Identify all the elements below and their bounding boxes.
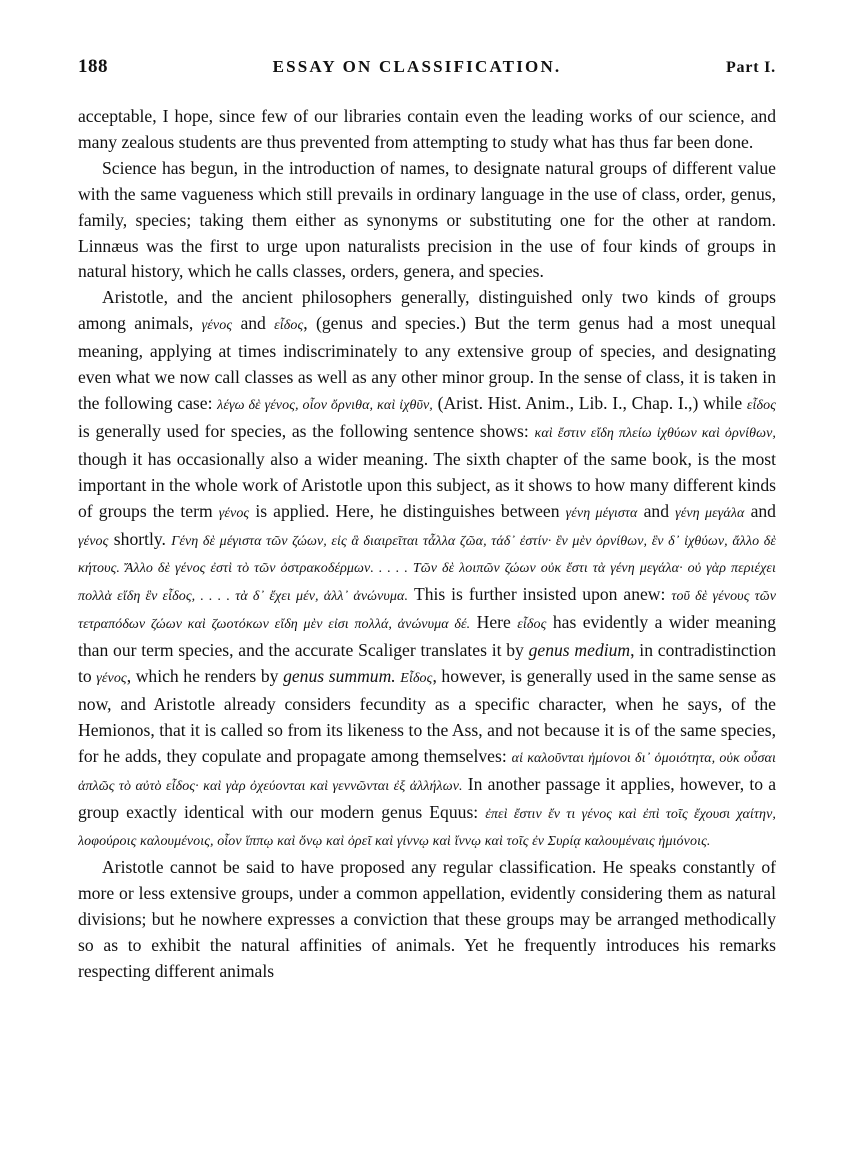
paragraph-p3 [78, 285, 776, 855]
text-run: This is further insisted upon anew: [408, 584, 672, 605]
paragraph-p4 [78, 855, 776, 985]
greek-quotation: Εἶδος [400, 671, 433, 687]
text-run: , in contradistinction to [78, 640, 776, 687]
text-run: acceptable, I hope, since few of our libraries contain even the leading works of our science, and many zealous students are thus prevented from attempting to study what has thus far been done. [78, 106, 776, 152]
text-run: is generally used for species, as the following sentence shows: [78, 420, 535, 441]
text-run: though it has occasionally also a wider meaning. The sixth chapter of the same book, is the most important in the whole work of Aristotle upon this subject, as it shows to how many different kinds of groups the term [78, 448, 776, 521]
greek-quotation: εἶδος [746, 397, 776, 413]
text-run: and [232, 313, 275, 334]
greek-quotation: ἐπεὶ ἔστιν ἔν τι γένος καὶ ἐπὶ τοῖς ἔχουσι χαίτην, λοφούροις καλουμένοις, οἷον ἵππῳ καὶ ὄνῳ καὶ ὀρεῖ καὶ γίννῳ καὶ ἴννῳ καὶ τοῖς ἐν Συρίᾳ καλουμέναις ἡμιόνοις. [78, 806, 776, 850]
text-run: Aristotle cannot be said to have proposed any regular classification. He speaks constantly of more or less extensive groups, under a common appellation, evidently considering them as natural divisions; but he nowhere expresses a conviction that these groups may be arranged methodically so as to exhibit the natural affinities of animals. Yet he frequently introduces his remarks respecting different animals [78, 857, 776, 981]
greek-quotation: τοῦ δὲ γένους τῶν τετραπόδων ζώων καὶ ζωοτόκων εἴδη μὲν εἰσι πολλά, ἀνώνυμα δέ. [78, 589, 776, 633]
greek-quotation: λέγω δὲ γένος, οἷον ὄρνιθα, καὶ ἰχθῦν, [217, 397, 433, 413]
body-text [78, 104, 776, 985]
latin-term: genus summum. [283, 666, 396, 687]
text-run: and [637, 500, 676, 521]
part-label: Part I. [725, 59, 776, 76]
text-run: Here [470, 612, 518, 633]
latin-term: genus medium [528, 640, 631, 661]
greek-quotation: καὶ ἔστιν εἴδη πλείω ἰχθύων καὶ ὀρνίθων, [534, 425, 776, 441]
text-run: , however, is generally used in the same sense as now, and Aristotle already considers fecundity as a specific character, when he says, of the Hemionos, that it is called so from its likeness to the Ass, and not because it is of the same species, for he adds, they copulate and propagate among themselves: [78, 666, 776, 766]
text-run: has evidently a wider meaning than our term species, and the accurate Scaliger translates it by [78, 612, 776, 661]
text-run: , which he renders by [126, 666, 284, 687]
paragraph-p2 [78, 156, 776, 286]
greek-quotation: εἶδος [517, 617, 547, 633]
text-run: , (genus and species.) But the term genus had a most unequal meaning, applying at times indiscriminately to any extensive group of species, and designating even what we now call classes as well as any other minor group. In the sense of class, it is taken in the following case: [78, 313, 776, 413]
greek-quotation: γένος [96, 671, 127, 687]
text-run: In another passage it applies, however, to a group exactly identical with our modern genus Equus: [78, 773, 776, 822]
text-run: is applied. Here, he distinguishes between [249, 500, 566, 521]
greek-quotation: αἱ καλοῦνται ἡμίονοι δι᾽ ὁμοιότητα, οὐκ οὖσαι ἁπλῶς τὸ αὐτὸ εἶδος· καὶ γὰρ ὀχεύονται καὶ γεννῶνται ἐξ ἀλλήλων. [78, 750, 776, 794]
greek-quotation: γένος [78, 533, 109, 549]
greek-quotation: γένος [218, 505, 250, 521]
text-run: and [744, 500, 776, 521]
running-head [78, 56, 776, 86]
greek-quotation: γένος [201, 318, 233, 334]
running-title: ESSAY ON CLASSIFICATION. [272, 57, 562, 76]
paragraph-p1 [78, 104, 776, 156]
text-run: Science has begun, in the introduction of names, to designate natural groups of different value with the same vagueness which still prevails in ordinary language in the use of class, order, genus, family, species; taking them either as synonyms or substituting one for the other at random. Linnæus was the first to urge upon naturalists precision in the use of four kinds of groups in natural history, which he calls classes, orders, genera, and species. [78, 157, 776, 282]
text-run: Aristotle, and the ancient philosophers generally, distinguished only two kinds of groups among animals, [78, 287, 776, 334]
greek-quotation: Γένη δὲ μέγιστα τῶν ζώων, εἰς ἃ διαιρεῖται τἆλλα ζῶα, τάδ᾽ ἐστίν· ἓν μὲν ὀρνίθων, ἓν δ᾽ ἰχθύων, ἄλλο δὲ κήτους. Ἄλλο δὲ γένος ἐστὶ τὸ τῶν ὀστρακοδέρμων. . . . . Τῶν δὲ λοιπῶν ζώων οὐκ ἔστι τὰ γένη μεγάλα· οὐ γὰρ περιέχει πολλὰ εἴδη ἓν εἶδος, . . . . τὰ δ᾽ ἔχει μέν, ἀλλ᾽ ἀνώνυμα. [78, 533, 776, 605]
book-page [78, 56, 776, 1128]
page-number: 188 [78, 56, 108, 77]
text-run: shortly. [108, 528, 172, 549]
text-run: (Arist. Hist. Anim., Lib. I., Chap. I.,) while [432, 392, 747, 413]
greek-quotation: γένη μεγάλα [675, 505, 745, 521]
greek-quotation: εἶδος [274, 318, 304, 334]
greek-quotation: γένη μέγιστα [565, 505, 638, 521]
